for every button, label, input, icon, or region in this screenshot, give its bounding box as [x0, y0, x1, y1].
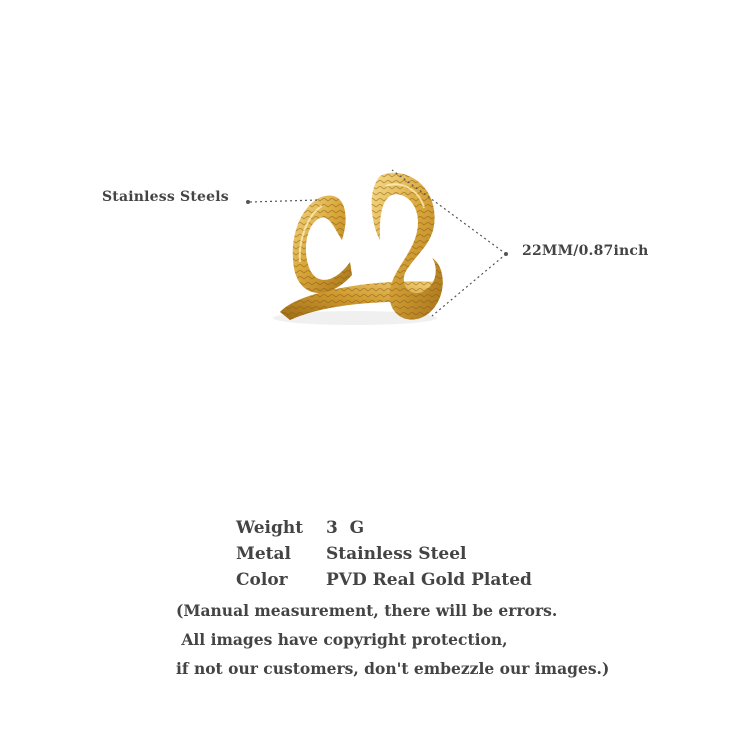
note-line: if not our customers, don't embezzle our images.) — [176, 659, 610, 678]
spec-table — [236, 515, 532, 593]
spec-value: Stainless Steel — [326, 544, 467, 564]
material-callout-label: Stainless Steels — [102, 189, 229, 205]
spec-row-weight — [236, 515, 532, 541]
spec-key: Metal — [236, 544, 291, 564]
spec-row-metal — [236, 541, 532, 567]
note-line: All images have copyright protection, — [176, 630, 508, 649]
spec-row-color — [236, 567, 532, 593]
spec-key: Weight — [236, 518, 304, 538]
material-callout-line — [250, 200, 318, 202]
spec-value: 3 G — [326, 518, 365, 538]
material-callout-dot — [246, 200, 250, 204]
note-line: (Manual measurement, there will be errors. — [176, 601, 558, 620]
size-callout-line-bottom — [432, 254, 506, 316]
size-callout-line-top — [392, 170, 506, 254]
size-callout-label: 22MM/0.87inch — [522, 243, 649, 259]
disclaimer-notes — [176, 600, 609, 687]
spec-value: PVD Real Gold Plated — [326, 570, 532, 590]
spec-key: Color — [236, 570, 288, 590]
